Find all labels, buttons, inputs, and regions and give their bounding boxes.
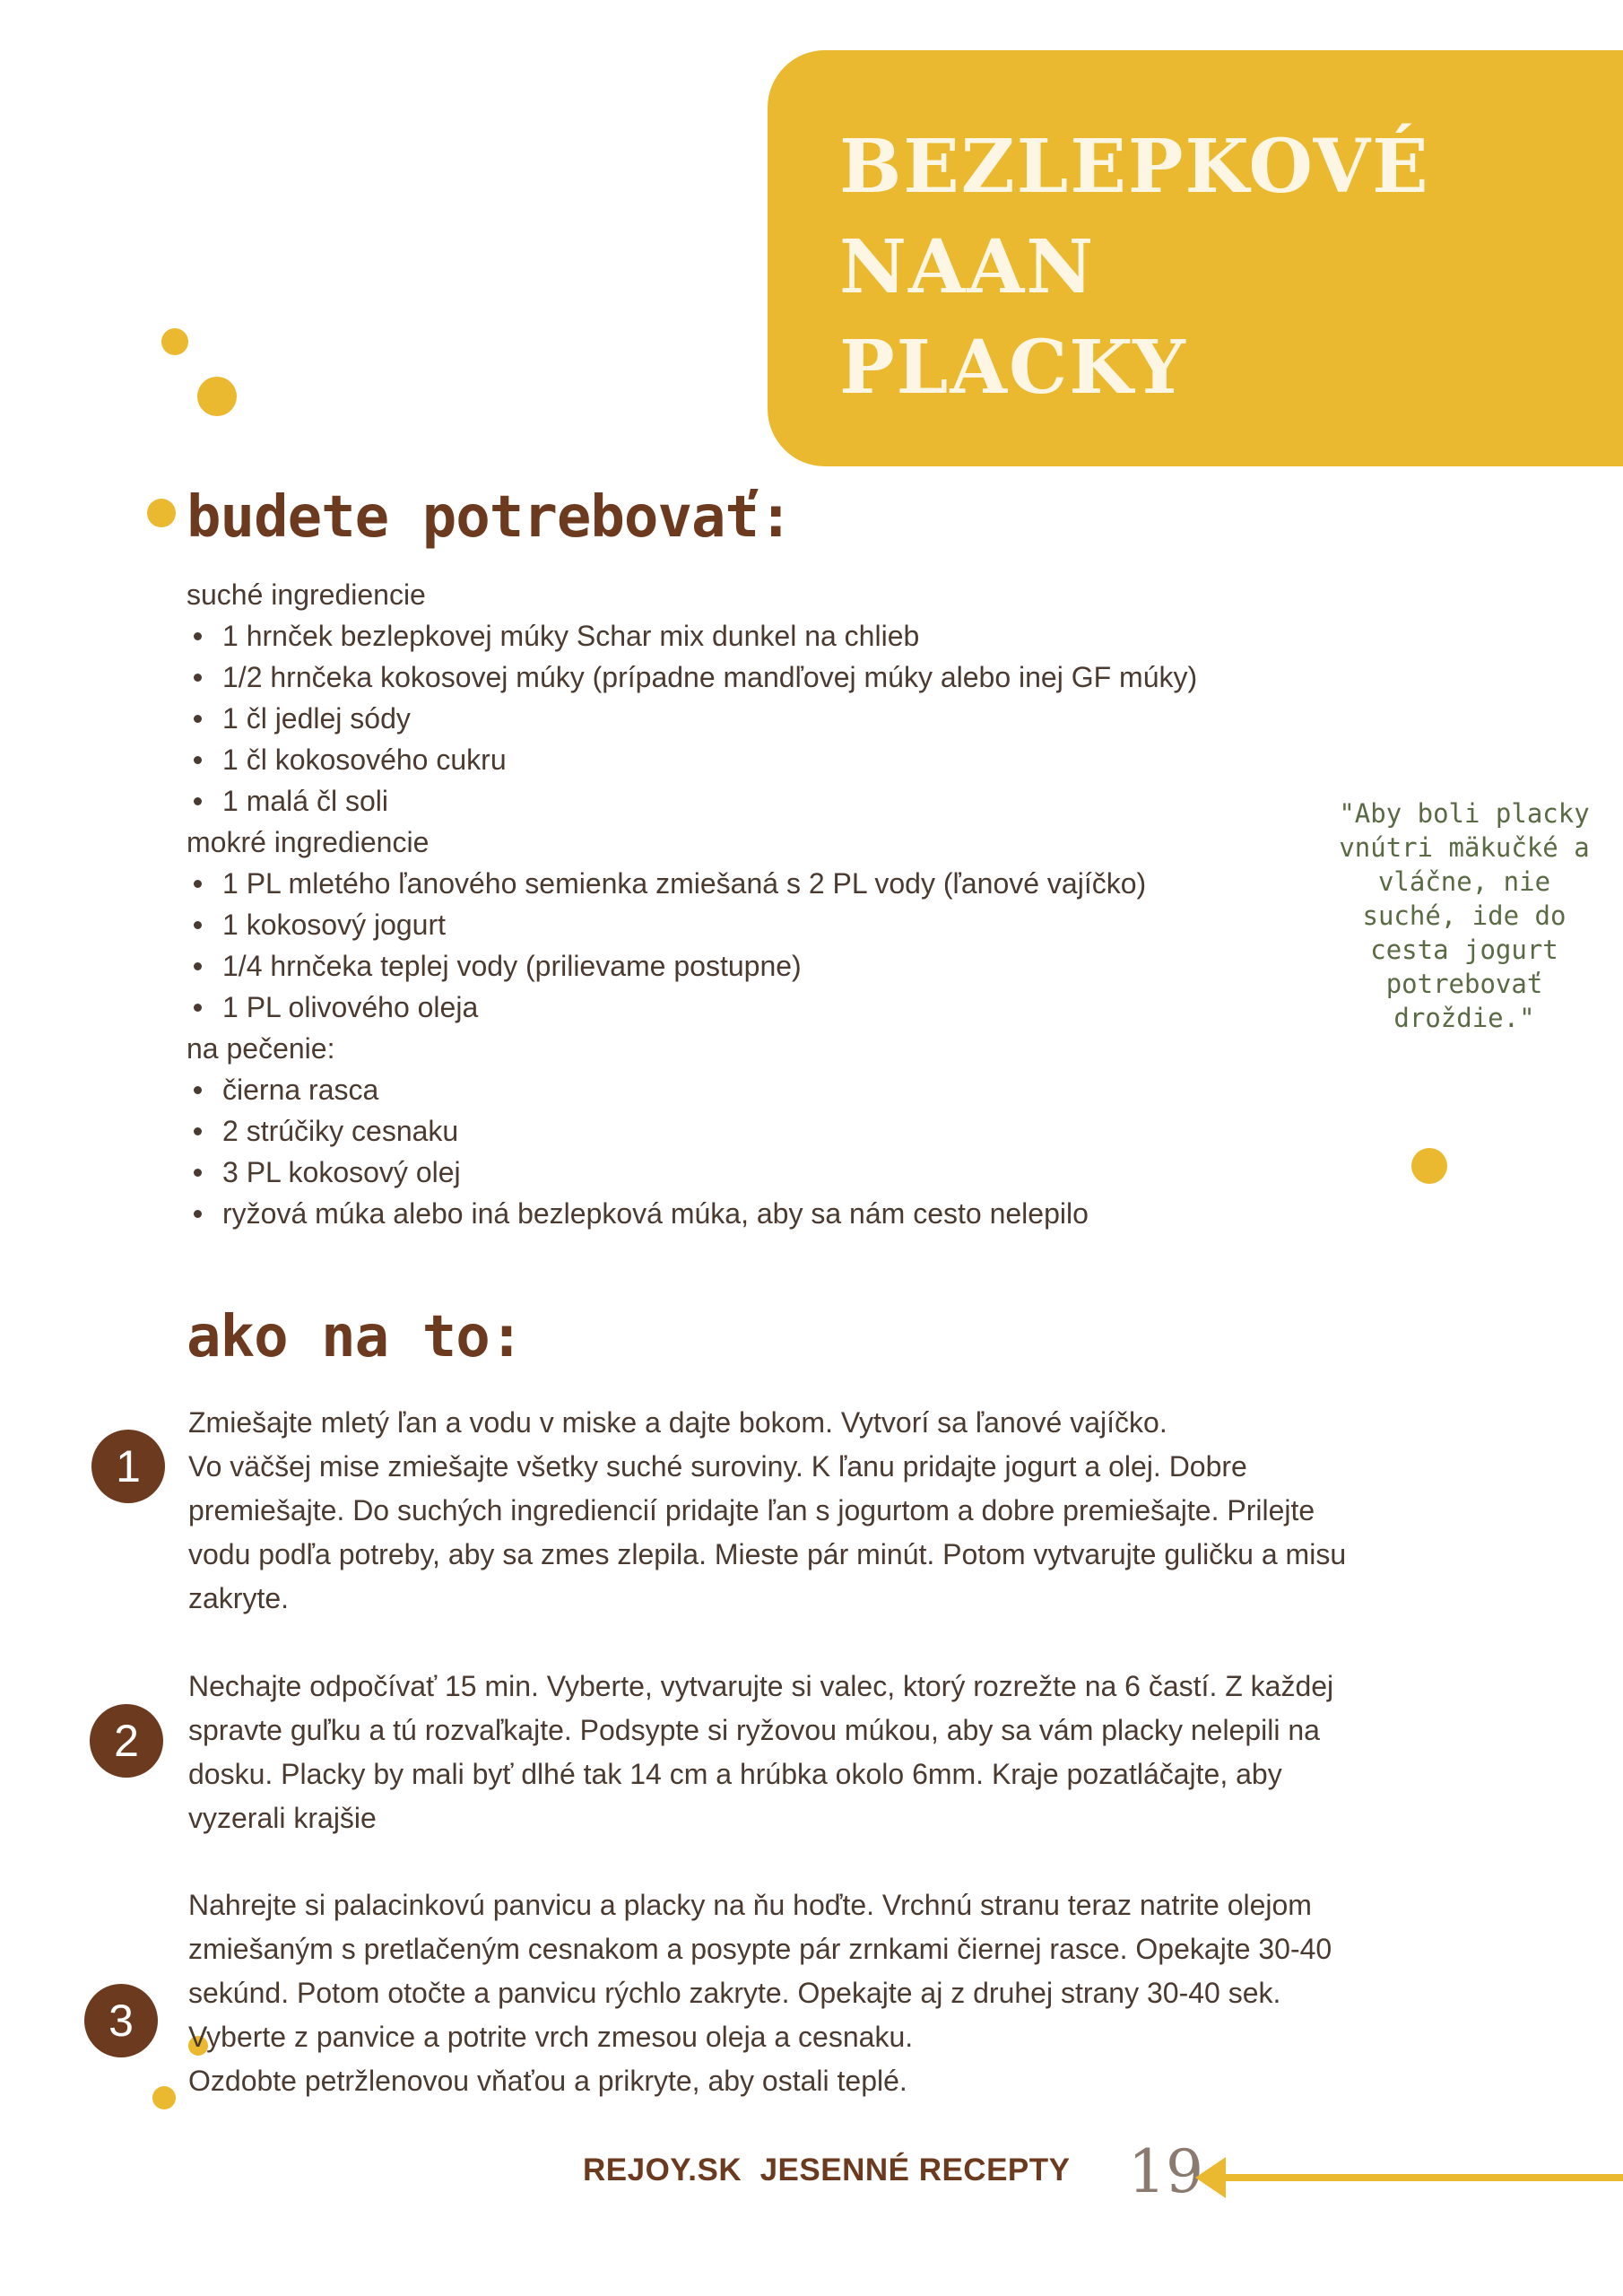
- decor-dot: [197, 377, 237, 416]
- quote-line: vnútri mäkučké a: [1339, 832, 1590, 863]
- step-line: spravte guľku a tú rozvaľkajte. Podsypte si ryžovou múkou, aby sa vám placky nelepili na: [188, 1714, 1320, 1746]
- ingredient-group-title: mokré ingrediencie: [187, 826, 430, 858]
- quote-line: cesta jogurt: [1370, 935, 1558, 965]
- decor-dot: [161, 328, 188, 355]
- list-item: 1 PL olivového oleja: [187, 987, 1316, 1028]
- step-text: [188, 1401, 1578, 1621]
- page-number: 19: [1128, 2137, 1203, 2206]
- step-line: sekúnd. Potom otočte a panvicu rýchlo zakryte. Opekajte aj z druhej strany 30-40 sek.: [188, 1977, 1281, 2009]
- step-number-badge: 1: [91, 1430, 165, 1503]
- quote-line: potrebovať: [1385, 969, 1543, 999]
- step-line: dosku. Placky by mali byť dlhé tak 14 cm a hrúbka okolo 6mm. Kraje pozatláčajte, aby: [188, 1758, 1282, 1790]
- title-line: PLACKY: [839, 325, 1187, 411]
- quote-line: suché, ide do: [1362, 900, 1567, 931]
- step-line: vodu podľa potreby, aby sa zmes zlepila. Mieste pár minút. Potom vytvarujte guličku a misu: [188, 1538, 1347, 1570]
- list-item: 1/2 hrnčeka kokosovej múky (prípadne mandľovej múky alebo inej GF múky): [187, 657, 1316, 698]
- ingredient-list: [187, 615, 1316, 822]
- step-line: Nechajte odpočívať 15 min. Vyberte, vytvarujte si valec, ktorý rozrežte na 6 častí. Z každej: [188, 1670, 1334, 1702]
- step-number-badge: 3: [84, 1984, 158, 2057]
- step-line: Zmiešajte mletý ľan a vodu v miske a dajte bokom. Vytvorí sa ľanové vajíčko.: [188, 1406, 1167, 1439]
- step-line: Nahrejte si palacinkovú panvicu a placky na ňu hoďte. Vrchnú stranu teraz natrite olejom: [188, 1889, 1312, 1921]
- ingredient-group-title: suché ingrediencie: [187, 578, 426, 611]
- list-item: čierna rasca: [187, 1069, 1316, 1110]
- step-line: premiešajte. Do suchých ingrediencií pridajte ľan s jogurtom a dobre premiešajte. Prilejte: [188, 1494, 1315, 1526]
- step-text: [188, 1883, 1578, 2103]
- quote-line: vláčne, nie: [1377, 866, 1551, 897]
- ingredient-list: [187, 863, 1316, 1028]
- title-line: NAAN: [839, 224, 1096, 310]
- step-text: [188, 1665, 1578, 1840]
- footer-brand: REJOY.SK JESENNÉ RECEPTY: [583, 2152, 1071, 2187]
- decor-dot: [1411, 1148, 1447, 1184]
- step-number-badge: 2: [90, 1704, 163, 1778]
- step-line: Vyberte z panvice a potrite vrch zmesou oleja a cesnaku.: [188, 2021, 914, 2053]
- step-line: zakryte.: [188, 1582, 290, 1614]
- ingredient-list: [187, 1069, 1316, 1234]
- list-item: 2 strúčiky cesnaku: [187, 1110, 1316, 1152]
- title-line: BEZLEPKOVÉ: [839, 124, 1430, 210]
- step-line: Ozdobte petržlenovou vňaťou a prikryte, aby ostali teplé.: [188, 2065, 907, 2097]
- side-quote: [1316, 796, 1612, 1035]
- ingredients-section: [187, 574, 1316, 1234]
- decor-dot: [152, 2086, 176, 2109]
- list-item: 3 PL kokosový olej: [187, 1152, 1316, 1193]
- quote-line: "Aby boli placky: [1339, 798, 1590, 829]
- ingredient-group-title: na pečenie:: [187, 1032, 335, 1065]
- list-item: 1 čl jedlej sódy: [187, 698, 1316, 739]
- recipe-title: [839, 117, 1430, 418]
- list-item: 1 malá čl soli: [187, 780, 1316, 822]
- arrow-line: [1206, 2174, 1623, 2181]
- step-line: vyzerali krajšie: [188, 1802, 377, 1834]
- list-item: 1/4 hrnčeka teplej vody (prilievame postupne): [187, 945, 1316, 987]
- list-item: ryžová múka alebo iná bezlepková múka, aby sa nám cesto nelepilo: [187, 1193, 1316, 1234]
- list-item: 1 čl kokosového cukru: [187, 739, 1316, 780]
- decor-dot: [147, 499, 176, 527]
- quote-line: droždie.": [1393, 1003, 1535, 1033]
- step-line: Vo väčšej mise zmiešajte všetky suché suroviny. K ľanu pridajte jogurt a olej. Dobre: [188, 1450, 1247, 1483]
- method-heading: ako na to:: [187, 1304, 524, 1370]
- ingredients-heading: budete potrebovať:: [187, 484, 793, 551]
- title-banner: [768, 50, 1623, 466]
- step-line: zmiešaným s pretlačeným cesnakom a posypte pár zrnkami čiernej rasce. Opekajte 30-40: [188, 1933, 1332, 1965]
- list-item: 1 hrnček bezlepkovej múky Schar mix dunkel na chlieb: [187, 615, 1316, 657]
- list-item: 1 PL mletého ľanového semienka zmiešaná s 2 PL vody (ľanové vajíčko): [187, 863, 1316, 904]
- list-item: 1 kokosový jogurt: [187, 904, 1316, 945]
